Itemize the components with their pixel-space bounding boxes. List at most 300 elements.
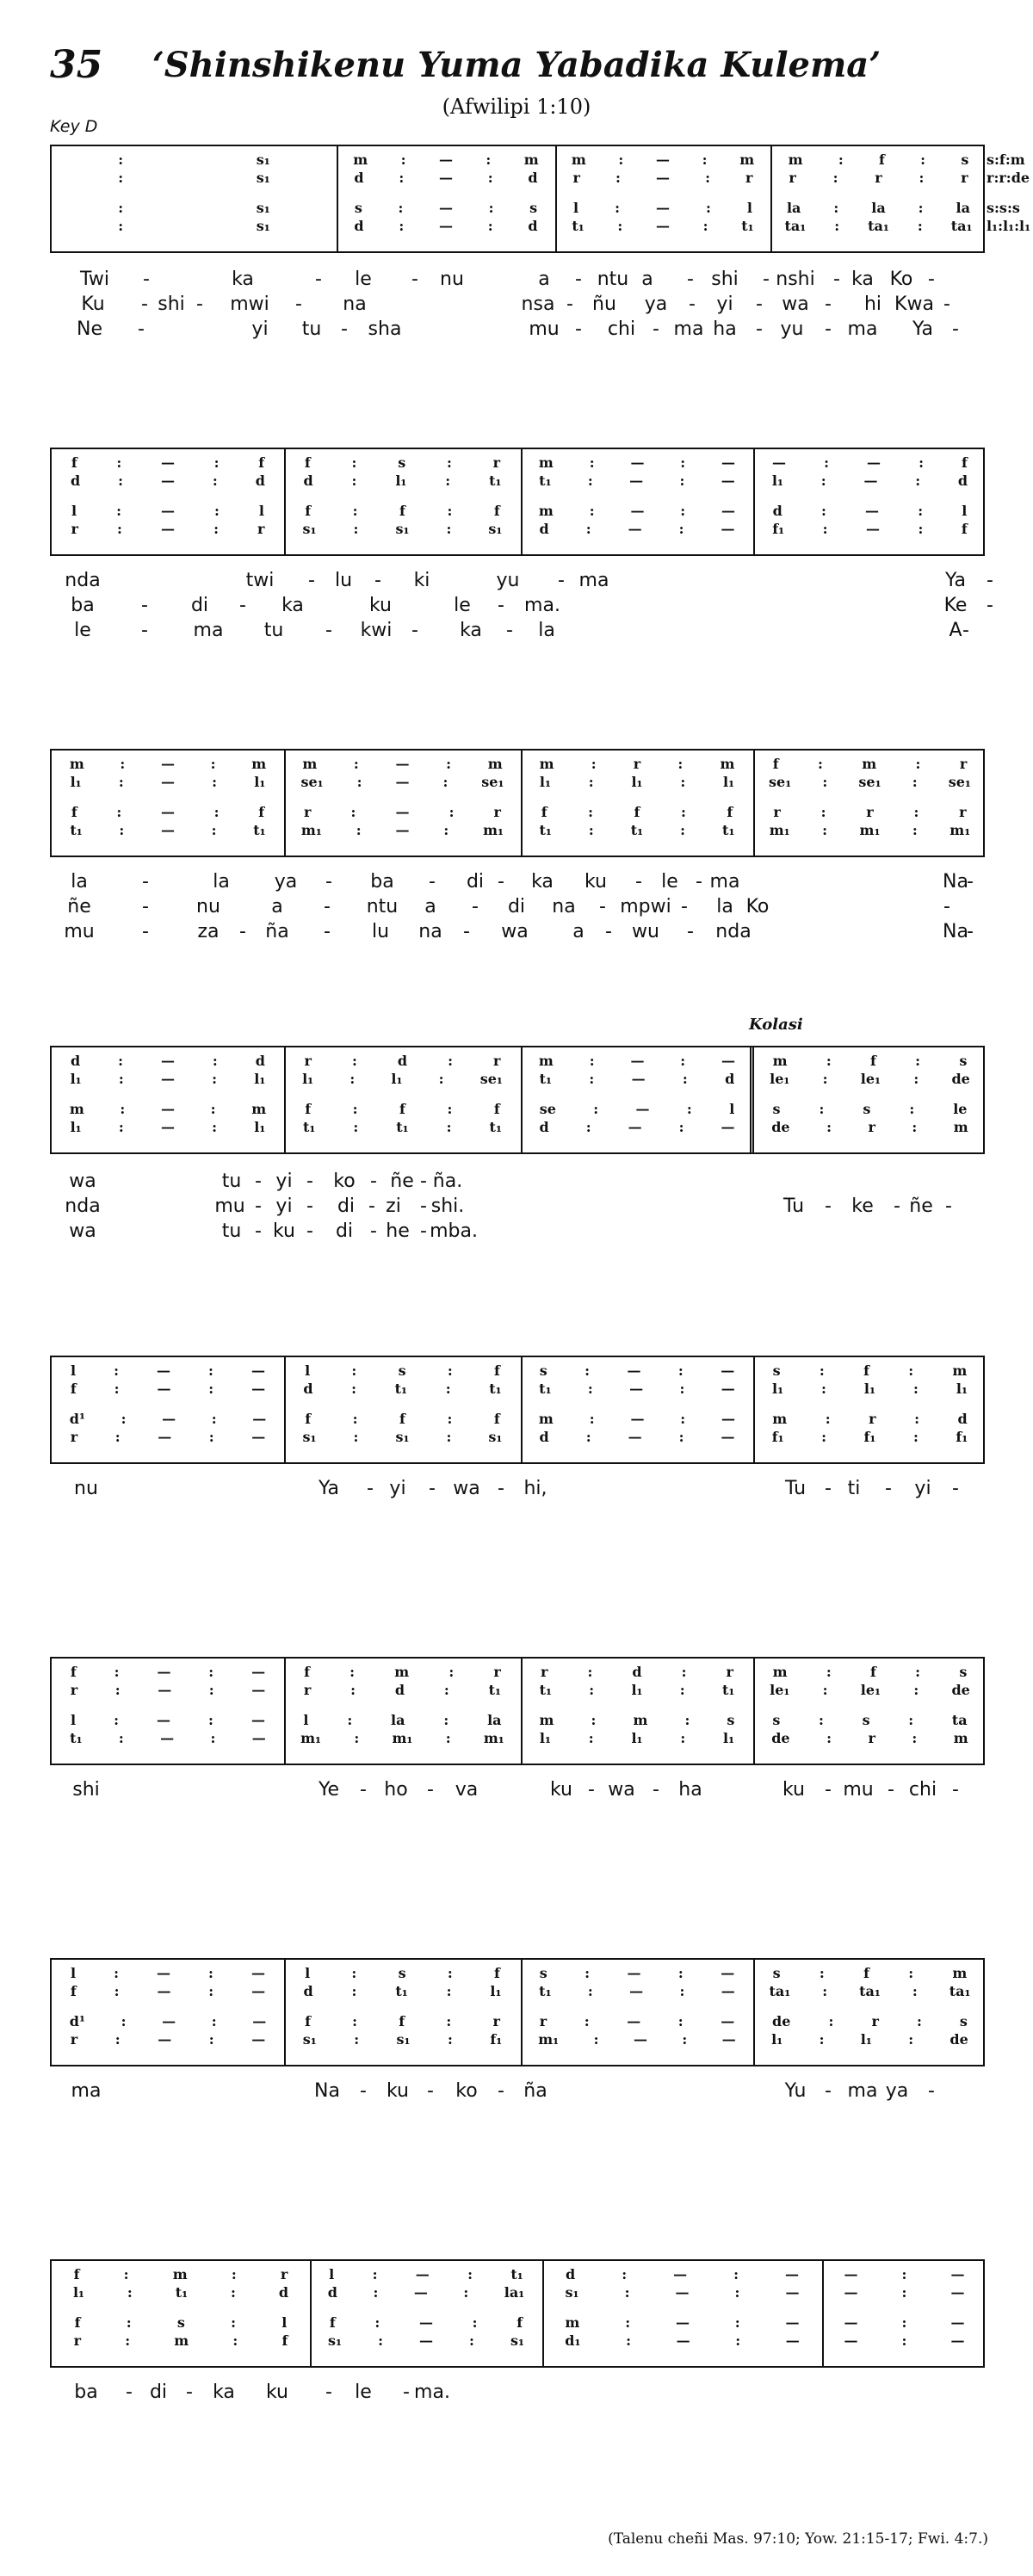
solfa-note: — xyxy=(438,170,453,186)
solfa-note: : xyxy=(353,756,359,772)
solfa-note: — xyxy=(950,2266,965,2283)
lyric-syllable: - xyxy=(689,293,696,315)
voice-row xyxy=(521,756,753,773)
voice-row xyxy=(337,170,555,187)
solfa-note: — xyxy=(844,2284,858,2301)
lyric-syllable: wa xyxy=(782,293,809,315)
solfa-note: : xyxy=(901,2314,907,2331)
solfa-note: s xyxy=(961,151,969,168)
hymn-number: 35 xyxy=(50,43,103,87)
solfa-note: — xyxy=(655,218,670,234)
solfa-note: l₁ xyxy=(723,774,735,790)
barline xyxy=(555,146,557,251)
solfa-note: — xyxy=(673,2266,688,2283)
solfa-note: : xyxy=(912,1381,919,1397)
lyric-syllable: ha xyxy=(678,1779,702,1801)
lyric-syllable: - xyxy=(255,1195,262,1217)
solfa-note: : xyxy=(445,1730,451,1746)
solfa-note: s₁ xyxy=(488,521,503,537)
solfa-note: l₁ xyxy=(771,473,783,489)
solfa-note: : xyxy=(211,822,217,838)
voice-row xyxy=(542,2266,822,2283)
voice-row xyxy=(542,2314,822,2332)
solfa-note: de xyxy=(949,2031,968,2048)
solfa-note: — xyxy=(721,1119,735,1135)
solfa-note: : xyxy=(446,1983,452,1999)
solfa-note: l₁ xyxy=(860,2031,872,2048)
measure xyxy=(753,449,987,554)
lyric-syllable: wa xyxy=(501,921,529,942)
solfa-note: : xyxy=(374,2314,380,2331)
lyric-syllable: nu xyxy=(440,269,464,290)
solfa-note: t₁ xyxy=(630,822,644,838)
lyric-syllable: ma xyxy=(71,2080,102,2102)
solfa-note: : xyxy=(121,2013,127,2029)
lyric-syllable: di xyxy=(507,896,526,917)
solfa-note: m xyxy=(538,1411,554,1427)
solfa-note: f₁ xyxy=(956,1429,968,1445)
voice-row xyxy=(310,2266,542,2283)
solfa-note: : xyxy=(819,1101,825,1117)
solfa-note: : xyxy=(447,1362,453,1379)
measure xyxy=(52,1047,284,1152)
solfa-note: f xyxy=(305,1101,312,1117)
lyric-syllable: ka xyxy=(232,269,254,290)
solfa-note: : xyxy=(826,1053,832,1069)
barline xyxy=(542,2261,544,2366)
lyric-syllable: - xyxy=(325,620,332,641)
solfa-note: : xyxy=(347,1712,353,1728)
lyric-syllable: mwi xyxy=(230,293,269,315)
lyric-syllable: ka xyxy=(460,620,482,641)
lyric-syllable: ma xyxy=(673,318,704,340)
solfa-note: f xyxy=(999,151,1005,168)
barline xyxy=(753,1659,755,1764)
solfa-note: le₁ xyxy=(770,1682,790,1698)
lyric-syllable: - xyxy=(825,1478,832,1499)
solfa-note: : xyxy=(587,1381,593,1397)
solfa-note: r xyxy=(303,1682,312,1698)
solfa-note: : xyxy=(372,2266,378,2283)
solfa-note: : xyxy=(589,1053,595,1069)
solfa-note: : xyxy=(118,1119,124,1135)
solfa-note: : xyxy=(680,1411,686,1427)
solfa-note: — xyxy=(950,2332,965,2349)
solfa-note: : xyxy=(913,804,919,820)
solfa-note: : xyxy=(114,1965,119,1981)
lyric-syllable: - xyxy=(575,318,582,340)
solfa-note: : xyxy=(993,170,999,186)
voice-row xyxy=(52,1965,284,1982)
solfa-note: f xyxy=(258,804,265,820)
solfa-note: t₁ xyxy=(489,1119,502,1135)
voice-row xyxy=(52,822,284,839)
solfa-note: l₁ xyxy=(956,1381,968,1397)
solfa-note: — xyxy=(867,454,881,471)
solfa-note: : xyxy=(593,2031,599,2048)
lyric-syllable: va xyxy=(455,1779,479,1801)
solfa-note: f xyxy=(399,1411,405,1427)
solfa-note: : xyxy=(352,503,358,519)
solfa-note: f xyxy=(329,2314,336,2331)
solfa-note: : xyxy=(438,1071,444,1087)
solfa-note: r xyxy=(959,804,967,820)
solfa-note: : xyxy=(487,218,493,234)
solfa-note: m xyxy=(69,756,84,772)
solfa-note: — xyxy=(628,1429,642,1445)
lyric-syllable: - xyxy=(696,871,702,893)
measure xyxy=(52,1960,284,2065)
lyric-syllable: ku xyxy=(549,1779,573,1801)
lyric-syllable: Ne xyxy=(77,318,102,340)
solfa-note: — xyxy=(160,473,175,489)
voice-row xyxy=(753,1730,987,1747)
solfa-note: d xyxy=(327,2284,337,2301)
solfa-note: : xyxy=(817,756,823,772)
solfa-note: — xyxy=(157,1965,171,1981)
lyric-syllable: - xyxy=(142,896,149,917)
solfa-note: : xyxy=(919,454,924,471)
lyric-syllable: ba xyxy=(74,2381,98,2403)
voice-row xyxy=(770,170,987,187)
solfa-note: m xyxy=(172,2266,188,2283)
solfa-note: : xyxy=(208,2031,214,2048)
solfa-note: la xyxy=(956,200,970,216)
measure xyxy=(555,146,770,251)
solfa-note: s₁ xyxy=(510,2332,524,2349)
voice-row xyxy=(753,454,987,472)
measure xyxy=(770,146,987,251)
lyric-line xyxy=(71,1219,966,1244)
lyric-syllable: ho xyxy=(384,1779,408,1801)
solfa-note: s xyxy=(398,1362,406,1379)
solfa-note: — xyxy=(785,2332,800,2349)
lyric-syllable: - xyxy=(324,921,331,942)
solfa-note: f xyxy=(493,503,500,519)
solfa-note: : xyxy=(901,2266,907,2283)
solfa-note: : xyxy=(121,1411,127,1427)
solfa-note: s₁ xyxy=(565,2284,579,2301)
solfa-note: de xyxy=(1011,170,1030,186)
solfa-note: t₁ xyxy=(572,218,585,234)
lyric-syllable: - xyxy=(324,896,331,917)
solfa-note: : xyxy=(589,503,595,519)
lyric-syllable: - xyxy=(126,2381,133,2403)
solfa-note: : xyxy=(349,1071,356,1087)
voice-row xyxy=(753,1119,987,1136)
lyric-syllable: yu xyxy=(496,570,520,591)
solfa-note: : xyxy=(918,503,924,519)
solfa-note: : xyxy=(208,1664,214,1680)
voice-row xyxy=(542,2332,822,2350)
solfa-note: : xyxy=(822,1682,828,1698)
solfa-note: l xyxy=(305,1362,311,1379)
solfa-note: f xyxy=(870,1053,876,1069)
solfa-note: — xyxy=(630,454,645,471)
voice-row xyxy=(337,151,555,169)
solfa-note: — xyxy=(419,2332,433,2349)
voice-row xyxy=(753,1053,987,1070)
solfa-note: : xyxy=(677,2013,684,2029)
solfa-note: : xyxy=(589,1071,595,1087)
solfa-note: se₁ xyxy=(948,774,971,790)
lyric-syllable: tu xyxy=(221,1220,242,1242)
solfa-note: m₁ xyxy=(769,822,790,838)
solfa-note: : xyxy=(213,804,220,820)
solfa-note: f xyxy=(516,2314,523,2331)
solfa-note: f xyxy=(772,756,779,772)
solfa-note: s₁ xyxy=(302,521,317,537)
lyric-syllable: zi xyxy=(386,1195,401,1217)
solfa-note: : xyxy=(618,151,624,168)
lyric-syllable: - xyxy=(403,2381,410,2403)
solfa-note: : xyxy=(913,1071,919,1087)
solfa-note: — xyxy=(785,2266,799,2283)
solfa-note: m xyxy=(862,756,877,772)
voice-row xyxy=(521,503,753,520)
solfa-note: : xyxy=(1005,170,1011,186)
lyric-syllable: - xyxy=(498,595,504,616)
voice-row xyxy=(521,1730,753,1747)
lyric-syllable: Ya xyxy=(319,1478,339,1499)
lyric-syllable: ba xyxy=(370,871,394,893)
solfa-note: : xyxy=(825,1411,831,1427)
lyric-syllable: - xyxy=(239,595,246,616)
lyric-syllable: ha xyxy=(713,318,737,340)
solfa-note: s xyxy=(772,1712,781,1728)
solfa-note: : xyxy=(123,2266,129,2283)
lyric-syllable: di xyxy=(335,1220,354,1242)
solfa-note: s xyxy=(863,1101,871,1117)
voice-row xyxy=(521,1362,753,1380)
lyric-syllable: - xyxy=(196,293,203,315)
solfa-note: se₁ xyxy=(479,1071,503,1087)
lyric-syllable: - xyxy=(141,293,148,315)
solfa-note: l₁ xyxy=(254,1119,266,1135)
solfa-note: : xyxy=(617,218,623,234)
lyric-syllable: - xyxy=(575,269,582,290)
solfa-note: : xyxy=(585,1965,591,1981)
scripture-reference: (Afwilipi 1:10) xyxy=(442,95,591,119)
solfa-note: s xyxy=(727,1712,735,1728)
solfa-note: : xyxy=(677,1965,684,1981)
solfa-note: le₁ xyxy=(860,1682,881,1698)
voice-row xyxy=(753,1712,987,1729)
voice-row xyxy=(52,804,284,821)
solfa-note: t₁ xyxy=(539,1682,553,1698)
voice-row xyxy=(310,2314,542,2332)
lyric-syllable: - xyxy=(308,570,315,591)
solfa-note: l₁ xyxy=(631,1730,643,1746)
lyric-syllable: wu xyxy=(632,921,659,942)
lyric-syllable: - xyxy=(825,318,832,340)
solfa-note: : xyxy=(447,1965,453,1981)
solfa-note: m₁ xyxy=(300,822,322,838)
solfa-note: m xyxy=(952,1965,968,1981)
lyric-syllable: ma xyxy=(193,620,224,641)
solfa-note: m xyxy=(739,151,755,168)
voice-row xyxy=(52,1682,284,1699)
lyric-syllable: wa xyxy=(453,1478,480,1499)
solfa-note: : xyxy=(702,218,708,234)
lyric-syllable: le xyxy=(74,620,91,641)
lyrics-block xyxy=(65,1169,966,1244)
lyric-syllable: - xyxy=(756,318,763,340)
solfa-note: — xyxy=(844,2314,858,2331)
solfa-note: : xyxy=(913,1682,919,1698)
solfa-note: s xyxy=(987,200,995,216)
voice-row xyxy=(52,1381,284,1398)
lyric-syllable: Tu xyxy=(784,1478,807,1499)
solfa-note: — xyxy=(413,2284,428,2301)
lyric-line xyxy=(71,618,969,643)
solfa-note: f xyxy=(541,804,547,820)
solfa-note: m₁ xyxy=(859,822,881,838)
lyric-syllable: - xyxy=(825,1779,832,1801)
solfa-note: : xyxy=(588,822,594,838)
solfa-note: r xyxy=(71,521,78,537)
solfa-note: — xyxy=(676,2332,690,2349)
solfa-note: : xyxy=(678,1429,684,1445)
solfa-note: de xyxy=(772,2013,791,2029)
solfa-note: l₁ xyxy=(395,473,407,489)
solfa-note: : xyxy=(833,200,839,216)
solfa-note: : xyxy=(231,2284,236,2301)
solfa-note: — xyxy=(629,1983,644,1999)
lyric-syllable: - xyxy=(967,921,974,942)
solfa-note: f xyxy=(493,1411,500,1427)
barline xyxy=(753,751,755,856)
lyric-syllable: - xyxy=(952,318,959,340)
solfa-note: m xyxy=(487,756,503,772)
solfa-note: : xyxy=(212,473,218,489)
voice-row xyxy=(52,200,337,217)
lyric-syllable: mu xyxy=(529,318,560,340)
solfa-note: f xyxy=(399,2013,405,2029)
solfa-note: m xyxy=(251,1101,267,1117)
voice-row xyxy=(521,804,753,821)
solfa-note: : xyxy=(820,503,826,519)
solfa-note: : xyxy=(442,774,448,790)
solfa-note: f xyxy=(399,503,405,519)
solfa-note: : xyxy=(118,1730,124,1746)
lyric-syllable: Ye xyxy=(318,1779,340,1801)
voice-row xyxy=(337,218,555,235)
measure xyxy=(753,1357,987,1462)
lyric-syllable: tu xyxy=(263,620,284,641)
barline xyxy=(753,449,755,554)
lyric-syllable: ko xyxy=(455,2080,478,2102)
lyric-line xyxy=(71,593,993,618)
solfa-note: r xyxy=(633,756,641,772)
solfa-note: t₁ xyxy=(302,1119,316,1135)
solfa-note: r xyxy=(999,170,1006,186)
voice-row xyxy=(521,1682,753,1699)
voice-row xyxy=(521,1965,753,1982)
lyric-syllable: - xyxy=(420,1171,427,1192)
lyric-syllable: Ko xyxy=(745,896,770,917)
solfa-note: s₁ xyxy=(328,2332,343,2349)
lyric-syllable: la xyxy=(716,896,733,917)
solfa-note: r xyxy=(280,2266,288,2283)
lyric-syllable: - xyxy=(928,269,935,290)
lyric-syllable: lu xyxy=(334,570,353,591)
solfa-note: : xyxy=(585,1362,591,1379)
solfa-note: : xyxy=(448,2031,453,2048)
lyrics-block xyxy=(71,1777,966,1802)
lyric-syllable: - xyxy=(142,921,149,942)
lyric-syllable: ñe xyxy=(390,1171,414,1192)
voice-row xyxy=(284,473,521,490)
voice-row xyxy=(521,1712,753,1729)
lyric-syllable: Na xyxy=(314,2080,340,2102)
lyric-syllable: yi xyxy=(389,1478,406,1499)
measure xyxy=(310,2261,542,2366)
solfa-note: d xyxy=(539,1119,549,1135)
solfa-note: : xyxy=(679,473,685,489)
solfa-note: : xyxy=(352,1101,358,1117)
lyric-syllable: Na xyxy=(943,871,968,893)
voice-row xyxy=(753,1411,987,1428)
solfa-note: — xyxy=(721,1965,735,1981)
solfa-note: — xyxy=(157,1983,171,1999)
solfa-note: — xyxy=(395,822,410,838)
key-signature: Key D xyxy=(50,117,98,136)
voice-row xyxy=(284,521,521,538)
solfa-note: : xyxy=(918,521,924,537)
solfa-note: d xyxy=(255,1053,265,1069)
solfa-note: t₁ xyxy=(70,1730,83,1746)
measure xyxy=(52,1659,284,1764)
barline xyxy=(822,2261,824,2366)
measure xyxy=(521,1659,753,1764)
lyric-syllable: - xyxy=(255,1171,262,1192)
solfa-note: : xyxy=(828,2013,834,2029)
lyric-syllable: - xyxy=(653,318,659,340)
lyric-syllable: - xyxy=(411,269,418,290)
solfa-note: — xyxy=(721,1381,735,1397)
lyric-syllable: a xyxy=(538,269,550,290)
solfa-note: : xyxy=(994,151,999,168)
solfa-note: — xyxy=(251,1682,266,1698)
solfa-note: s₁ xyxy=(395,1429,410,1445)
solfa-note: : xyxy=(212,1119,218,1135)
solfa-note: d¹ xyxy=(69,1411,85,1427)
solfa-note: : xyxy=(587,1983,593,1999)
solfa-note: : xyxy=(912,1119,918,1135)
lyric-syllable: za xyxy=(197,921,220,942)
lyric-syllable: le xyxy=(454,595,471,616)
solfa-note: se₁ xyxy=(481,774,504,790)
solfa-note: l₁ xyxy=(72,2284,85,2301)
solfa-note: — xyxy=(160,804,175,820)
solfa-note: s xyxy=(529,200,538,216)
solfa-note: : xyxy=(351,1983,357,1999)
voice-row xyxy=(52,218,337,235)
solfa-note: : xyxy=(349,1664,356,1680)
solfa-note: : xyxy=(443,1682,449,1698)
solfa-note: se₁ xyxy=(769,774,792,790)
solfa-note: — xyxy=(251,1712,265,1728)
solfa-note: : xyxy=(351,1381,357,1397)
solfa-note: m₁ xyxy=(483,822,504,838)
lyric-syllable: - xyxy=(599,896,606,917)
solfa-note: : xyxy=(447,1101,453,1117)
solfa-note: : xyxy=(447,503,453,519)
solfa-note: — xyxy=(628,1119,642,1135)
solfa-note: m xyxy=(251,756,267,772)
solfa-note: m xyxy=(720,756,735,772)
